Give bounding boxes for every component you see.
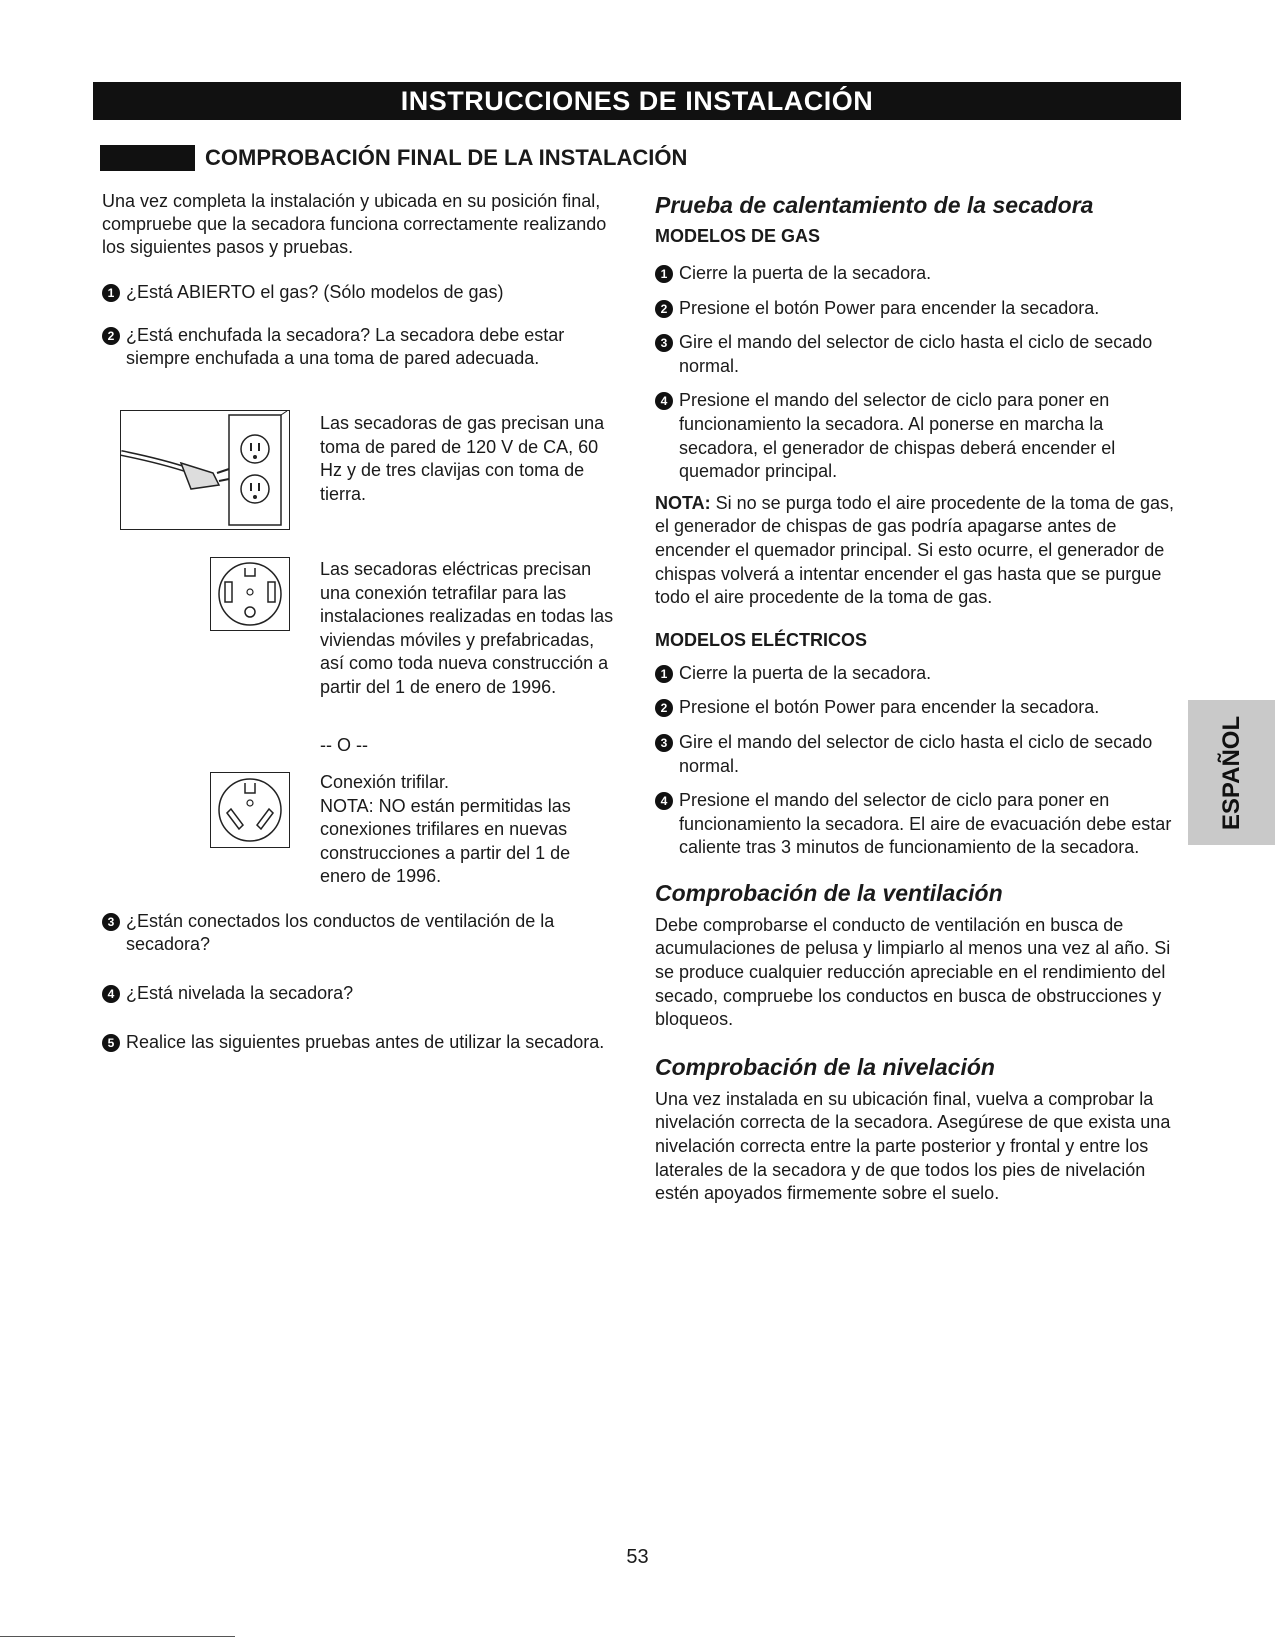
four-wire-receptacle-icon: [211, 558, 289, 630]
four-wire-figure: [210, 557, 290, 631]
gas-step-2: [655, 297, 1175, 321]
section-bar: [100, 145, 195, 171]
right-column: [655, 190, 1175, 1206]
gas-step-4-text: Presione el mando del selector de ciclo para poner en funcionamiento la secadora. Al ponerse en marcha la secadora, el generador de chispas deberá encender el quemador principal.: [679, 390, 1116, 482]
language-tab-label: ESPAÑOL: [1217, 715, 1245, 830]
gas-outlet-figure: [120, 410, 290, 530]
step-5-text: Realice las siguientes pruebas antes de utilizar la secadora.: [126, 1032, 605, 1052]
step-3: [102, 910, 622, 956]
number-3-icon: 3: [102, 913, 120, 931]
number-3-icon: 3: [655, 734, 673, 752]
electric-outlet-text: Las secadoras eléctricas precisan una conexión tetrafilar para las instalaciones realizadas en todas las viviendas móviles y prefabricadas, así como toda nueva construcción a partir del 1 de enero de 1996.: [320, 559, 614, 697]
step-3-text: ¿Están conectados los conductos de ventilación de la secadora?: [126, 911, 555, 954]
language-tab: [1188, 700, 1275, 845]
three-wire-figure: [210, 772, 290, 848]
electric-models-heading: MODELOS ELÉCTRICOS: [655, 629, 868, 650]
level-check-text: Una vez instalada en su ubicación final, vuelva a comprobar la nivelación correcta de la secadora. Asegúrese de que exista una nivelación correcta entre la parte posterior y frontal y entre los laterales de la secadora y de que todos los pies de nivelación estén apoyados firmemente sobre el suelo.: [655, 1088, 1171, 1204]
step-4: [102, 982, 622, 1005]
step-1: [102, 281, 622, 304]
heat-test-title: Prueba de calentamiento de la secadora: [655, 192, 1094, 218]
gas-step-2-text: Presione el botón Power para encender la secadora.: [679, 297, 1100, 318]
step-4-text: ¿Está nivelada la secadora?: [126, 983, 354, 1003]
step-2: [102, 324, 622, 370]
number-4-icon: 4: [102, 985, 120, 1003]
number-1-icon: 1: [102, 284, 120, 302]
footer-line: [0, 1636, 235, 1637]
vent-check-text: Debe comprobarse el conducto de ventilación en busca de acumulaciones de pelusa y limpiarlo al menos una vez al año. Si se produce cualquier reducción apreciable en el rendimiento del secado, compruebe los conductos en busca de obstrucciones y bloqueos.: [655, 914, 1171, 1030]
number-3-icon: 3: [655, 334, 673, 352]
step-1-text: ¿Está ABIERTO el gas? (Sólo modelos de gas): [126, 282, 504, 302]
number-5-icon: 5: [102, 1034, 120, 1052]
electric-step-4-text: Presione el mando del selector de ciclo para poner en funcionamiento la secadora. El aire de evacuación debe estar caliente tras 3 minutos de funcionamiento de la secadora.: [679, 790, 1172, 858]
left-column: [102, 190, 622, 1052]
electric-step-1: [655, 662, 1175, 686]
section-header: [100, 143, 687, 173]
note-text: Si no se purga todo el aire procedente de la toma de gas, el generador de chispas de gas podría apagarse antes de encender el quemador principal. Si esto ocurre, el generador de chispas volverá a intentar encender el gas hasta que se purgue todo el aire procedente de la toma de gas.: [655, 492, 1174, 608]
number-4-icon: 4: [655, 792, 673, 810]
step-2-text: ¿Está enchufada la secadora? La secadora debe estar siempre enchufada a una toma de pared adecuada.: [126, 325, 565, 368]
later-steps: [102, 910, 622, 1054]
three-wire-title: Conexión trifilar.: [320, 772, 450, 792]
electric-step-1-text: Cierre la puerta de la secadora.: [679, 662, 932, 683]
vent-check-title: Comprobación de la ventilación: [655, 879, 1003, 906]
three-wire-receptacle-icon: [211, 773, 289, 847]
page-number: 53: [626, 1546, 649, 1568]
electric-step-3: [655, 731, 1175, 778]
gas-outlet-text: Las secadoras de gas precisan una toma de pared de 120 V de CA, 60 Hz y de tres clavijas con toma de tierra.: [320, 413, 605, 504]
gas-step-1: [655, 262, 1175, 286]
number-2-icon: 2: [102, 327, 120, 345]
gas-step-4: [655, 389, 1175, 483]
gas-step-3-text: Gire el mando del selector de ciclo hasta el ciclo de secado normal.: [679, 332, 1153, 376]
number-1-icon: 1: [655, 665, 673, 683]
electric-step-4: [655, 789, 1175, 860]
number-4-icon: 4: [655, 392, 673, 410]
three-wire-text: [320, 771, 620, 889]
or-separator: -- O --: [320, 735, 368, 755]
gas-step-3: [655, 331, 1175, 378]
gas-step-1-text: Cierre la puerta de la secadora.: [679, 263, 932, 283]
step-5: [102, 1031, 622, 1054]
plug-outlet-icon: [121, 411, 289, 529]
gas-models-heading: MODELOS DE GAS: [655, 226, 821, 246]
number-2-icon: 2: [655, 699, 673, 717]
page-banner: INSTRUCCIONES DE INSTALACIÓN: [93, 82, 1181, 120]
number-1-icon: 1: [655, 265, 673, 283]
number-2-icon: 2: [655, 300, 673, 318]
note-label: NOTA:: [655, 492, 711, 513]
section-title: COMPROBACIÓN FINAL DE LA INSTALACIÓN: [205, 145, 688, 170]
level-check-title: Comprobación de la nivelación: [655, 1053, 995, 1080]
gas-note: [655, 492, 1175, 610]
electric-step-2-text: Presione el botón Power para encender la secadora.: [679, 697, 1100, 718]
three-wire-note: NOTA: NO están permitidas las conexiones trifilares en nuevas construcciones a partir del 1 de enero de 1996.: [320, 795, 571, 886]
intro-text: Una vez completa la instalación y ubicada en su posición final, compruebe que la secadora funciona correctamente realizando los siguientes pasos y pruebas.: [102, 191, 607, 257]
electric-step-3-text: Gire el mando del selector de ciclo hasta el ciclo de secado normal.: [679, 731, 1153, 776]
electric-step-2: [655, 696, 1175, 720]
